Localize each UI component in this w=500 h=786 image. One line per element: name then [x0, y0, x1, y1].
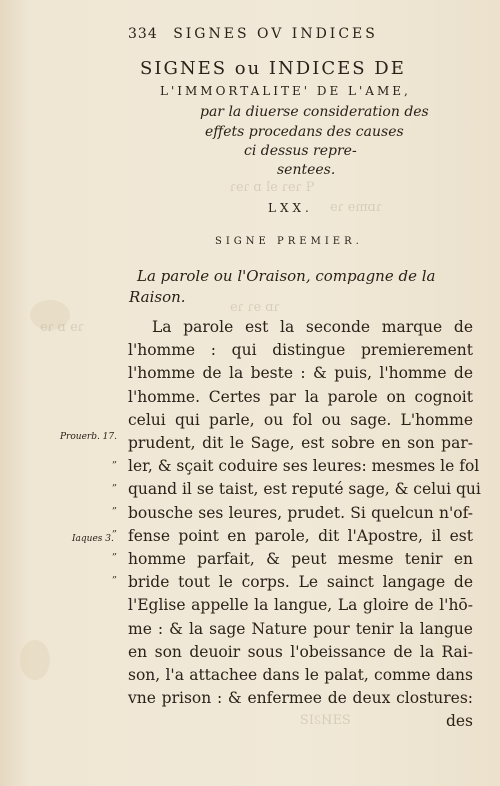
section-subtitle-line2: effets procedans des causes: [205, 124, 404, 140]
body-line: l'homme. Certes par la parole on cognoit: [128, 387, 473, 406]
paper-stain: [20, 640, 50, 680]
page-number: 334: [128, 26, 158, 42]
quote-mark: „: [112, 454, 118, 465]
body-line: en son deuoir sous l'obeissance de la Rai-: [128, 642, 473, 661]
quote-mark: „: [112, 569, 118, 580]
body-line: son, l'a attachee dans le palat, comme dans: [128, 666, 473, 685]
show-through-text: ꟼ ɿɘɿ ɘl ɒ ɿɘɿ: [230, 180, 315, 195]
chapter-heading-line1: La parole ou l'Oraison, compagne de la: [137, 267, 436, 285]
section-title-line1: SIGNES ou INDICES DE: [140, 58, 406, 79]
section-subtitle-line1: par la diuerse consideration des: [200, 104, 429, 120]
chapter-heading: [129, 266, 477, 308]
show-through-text: ɿɒ ɘɿ ɿɘ: [230, 300, 280, 315]
show-through-text: ƧƎИϨIƧ: [300, 713, 351, 728]
body-line: l'Eglise appelle la langue, La gloire de l'hō-: [128, 596, 473, 615]
body-line: bousche ses leures, prudet. Si quelcun n'of-: [128, 503, 473, 522]
body-line: ler, & sçait coduire ses leures: mesmes le fol: [128, 457, 480, 476]
running-header: [128, 26, 428, 42]
section-subtitle-line3: ci dessus repre-: [244, 143, 357, 159]
section-title-line2: L'IMMORTALITE' DE L'AME,: [160, 84, 411, 98]
quote-mark: „: [112, 477, 118, 488]
margin-note-james: Iaques 3.: [72, 534, 114, 544]
body-line: prudent, dit le Sage, est sobre en son par-: [128, 434, 473, 453]
signe-heading: SIGNE PREMIER.: [215, 236, 363, 247]
body-line: homme parfait, & peut mesme tenir en: [128, 550, 473, 569]
show-through-text: ɿɘ ɒ ɿɘ: [40, 320, 84, 335]
body-line: l'homme : qui distingue premierement: [128, 341, 473, 360]
running-title: SIGNES OV INDICES: [173, 26, 378, 42]
body-line: l'homme de la beste : & puis, l'homme de: [128, 364, 473, 383]
chapter-number: LXX.: [268, 201, 313, 215]
body-line: bride tout le corps. Le sainct langage de: [128, 573, 473, 592]
body-line: La parole est la seconde marque de: [152, 318, 473, 336]
chapter-heading-line2: Raison.: [129, 288, 186, 306]
body-text: [128, 316, 481, 734]
body-line: celui qui parle, ou fol ou sage. L'homme: [128, 410, 473, 429]
body-line: quand il se taist, est reputé sage, & celui qui: [128, 480, 481, 499]
margin-note-proverbs: Prouerb. 17.: [60, 432, 117, 442]
section-subtitle-line4: sentees.: [277, 162, 336, 178]
show-through-text: ɿɒmɘ ɿɘ: [330, 200, 382, 215]
quote-mark: „: [112, 546, 118, 557]
quote-mark: „: [112, 500, 118, 511]
body-line: fense point en parole, dit l'Apostre, il est: [128, 526, 473, 545]
body-line: vne prison : & enfermee de deux clostures:: [128, 689, 473, 708]
body-line: me : & la sage Nature pour tenir la langue: [128, 619, 473, 638]
catchword: des: [445, 712, 473, 731]
quote-mark: „: [112, 523, 118, 534]
